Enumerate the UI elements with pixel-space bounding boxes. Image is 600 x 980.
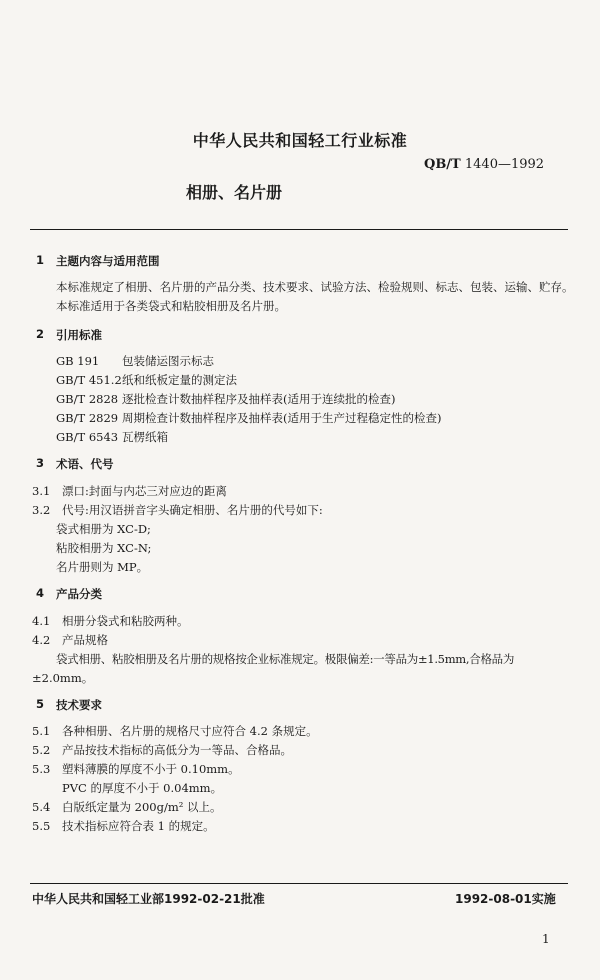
reference-item bbox=[56, 430, 168, 444]
clause-text: 代号:用汉语拼音字头确定相册、名片册的代号如下: bbox=[62, 503, 323, 517]
clause-text: 相册分袋式和粘胶两种。 bbox=[62, 614, 189, 628]
clause-number: 3.2 bbox=[32, 503, 51, 517]
code-definition: 粘胶相册为 XC-N; bbox=[56, 541, 152, 555]
clause-5-2 bbox=[32, 743, 532, 757]
section-1-heading bbox=[36, 253, 336, 267]
clause-sub-text: PVC 的厚度不小于 0.04mm。 bbox=[62, 781, 223, 795]
standard-title: 中华人民共和国轻工行业标准 bbox=[192, 131, 408, 150]
clause-4-1 bbox=[32, 614, 532, 628]
reference-code: GB/T 2828 bbox=[56, 392, 119, 406]
clause-number: 5.5 bbox=[32, 819, 51, 833]
reference-code: GB/T 6543 bbox=[56, 430, 119, 444]
clause-5-1 bbox=[32, 724, 532, 738]
clause-text: 产品规格 bbox=[62, 633, 108, 647]
reference-item bbox=[56, 392, 395, 406]
paragraph: ±2.0mm。 bbox=[32, 671, 94, 685]
section-number: 2 bbox=[36, 327, 45, 341]
section-5-heading bbox=[36, 697, 336, 711]
section-number: 1 bbox=[36, 253, 45, 267]
reference-title: 逐批检查计数抽样程序及抽样表(适用于连续批的检查) bbox=[122, 392, 396, 406]
reference-title: 周期检查计数抽样程序及抽样表(适用于生产过程稳定性的检查) bbox=[122, 411, 442, 425]
reference-item bbox=[56, 373, 237, 387]
clause-number: 3.1 bbox=[32, 484, 51, 498]
section-title: 引用标准 bbox=[56, 328, 102, 342]
reference-code: GB/T 2829 bbox=[56, 411, 119, 425]
clause-text: 技术指标应符合表 1 的规定。 bbox=[62, 819, 215, 833]
section-2-heading bbox=[36, 327, 336, 341]
code-definition: 袋式相册为 XC-D; bbox=[56, 522, 151, 536]
section-number: 5 bbox=[36, 697, 45, 711]
clause-number: 4.2 bbox=[32, 633, 51, 647]
approval-note: 中华人民共和国轻工业部1992-02-21批准 bbox=[32, 892, 265, 906]
header-divider bbox=[30, 229, 568, 230]
reference-code: GB/T 451.2 bbox=[56, 373, 122, 387]
clause-5-5 bbox=[32, 819, 532, 833]
code-definition: 名片册则为 MP。 bbox=[56, 560, 149, 574]
clause-number: 5.3 bbox=[32, 762, 51, 776]
paragraph: 袋式相册、粘胶相册及名片册的规格按企业标准规定。极限偏差:一等品为±1.5mm,合格品为 bbox=[56, 652, 515, 666]
standard-code bbox=[424, 157, 544, 172]
clause-text: 各种相册、名片册的规格尺寸应符合 4.2 条规定。 bbox=[62, 724, 318, 738]
paragraph: 本标准适用于各类袋式和粘胶相册及名片册。 bbox=[56, 299, 286, 313]
page-number: 1 bbox=[542, 932, 550, 946]
footer-divider bbox=[30, 883, 568, 884]
clause-number: 5.4 bbox=[32, 800, 51, 814]
reference-title: 包装储运图示标志 bbox=[122, 354, 214, 368]
clause-5-3 bbox=[32, 762, 532, 776]
clause-number: 4.1 bbox=[32, 614, 51, 628]
clause-3-1 bbox=[32, 484, 532, 498]
section-3-heading bbox=[36, 456, 336, 470]
section-title: 术语、代号 bbox=[56, 457, 114, 471]
section-number: 3 bbox=[36, 456, 45, 470]
reference-title: 纸和纸板定量的测定法 bbox=[122, 373, 237, 387]
standard-code-prefix: QB/T bbox=[424, 157, 461, 172]
reference-code: GB 191 bbox=[56, 354, 100, 368]
clause-number: 5.2 bbox=[32, 743, 51, 757]
clause-4-2 bbox=[32, 633, 532, 647]
section-4-heading bbox=[36, 586, 336, 600]
clause-number: 5.1 bbox=[32, 724, 51, 738]
document-name: 相册、名片册 bbox=[186, 183, 283, 202]
reference-item bbox=[56, 411, 441, 425]
paragraph: 本标准规定了相册、名片册的产品分类、技术要求、试验方法、检验规则、标志、包装、运输、贮存。 bbox=[56, 280, 574, 294]
reference-item bbox=[56, 354, 214, 368]
reference-title: 瓦楞纸箱 bbox=[122, 430, 168, 444]
clause-text: 漂口:封面与内芯三对应边的距离 bbox=[62, 484, 227, 498]
clause-text: 白版纸定量为 200g/m² 以上。 bbox=[62, 800, 222, 814]
clause-5-4 bbox=[32, 800, 532, 814]
section-title: 技术要求 bbox=[56, 698, 102, 712]
section-title: 产品分类 bbox=[56, 587, 102, 601]
clause-text: 塑料薄膜的厚度不小于 0.10mm。 bbox=[62, 762, 240, 776]
section-number: 4 bbox=[36, 586, 45, 600]
section-title: 主题内容与适用范围 bbox=[56, 254, 160, 268]
effective-date: 1992-08-01实施 bbox=[455, 892, 556, 906]
clause-3-2 bbox=[32, 503, 532, 517]
clause-text: 产品按技术指标的高低分为一等品、合格品。 bbox=[62, 743, 292, 757]
standard-code-number: 1440—1992 bbox=[464, 157, 545, 172]
